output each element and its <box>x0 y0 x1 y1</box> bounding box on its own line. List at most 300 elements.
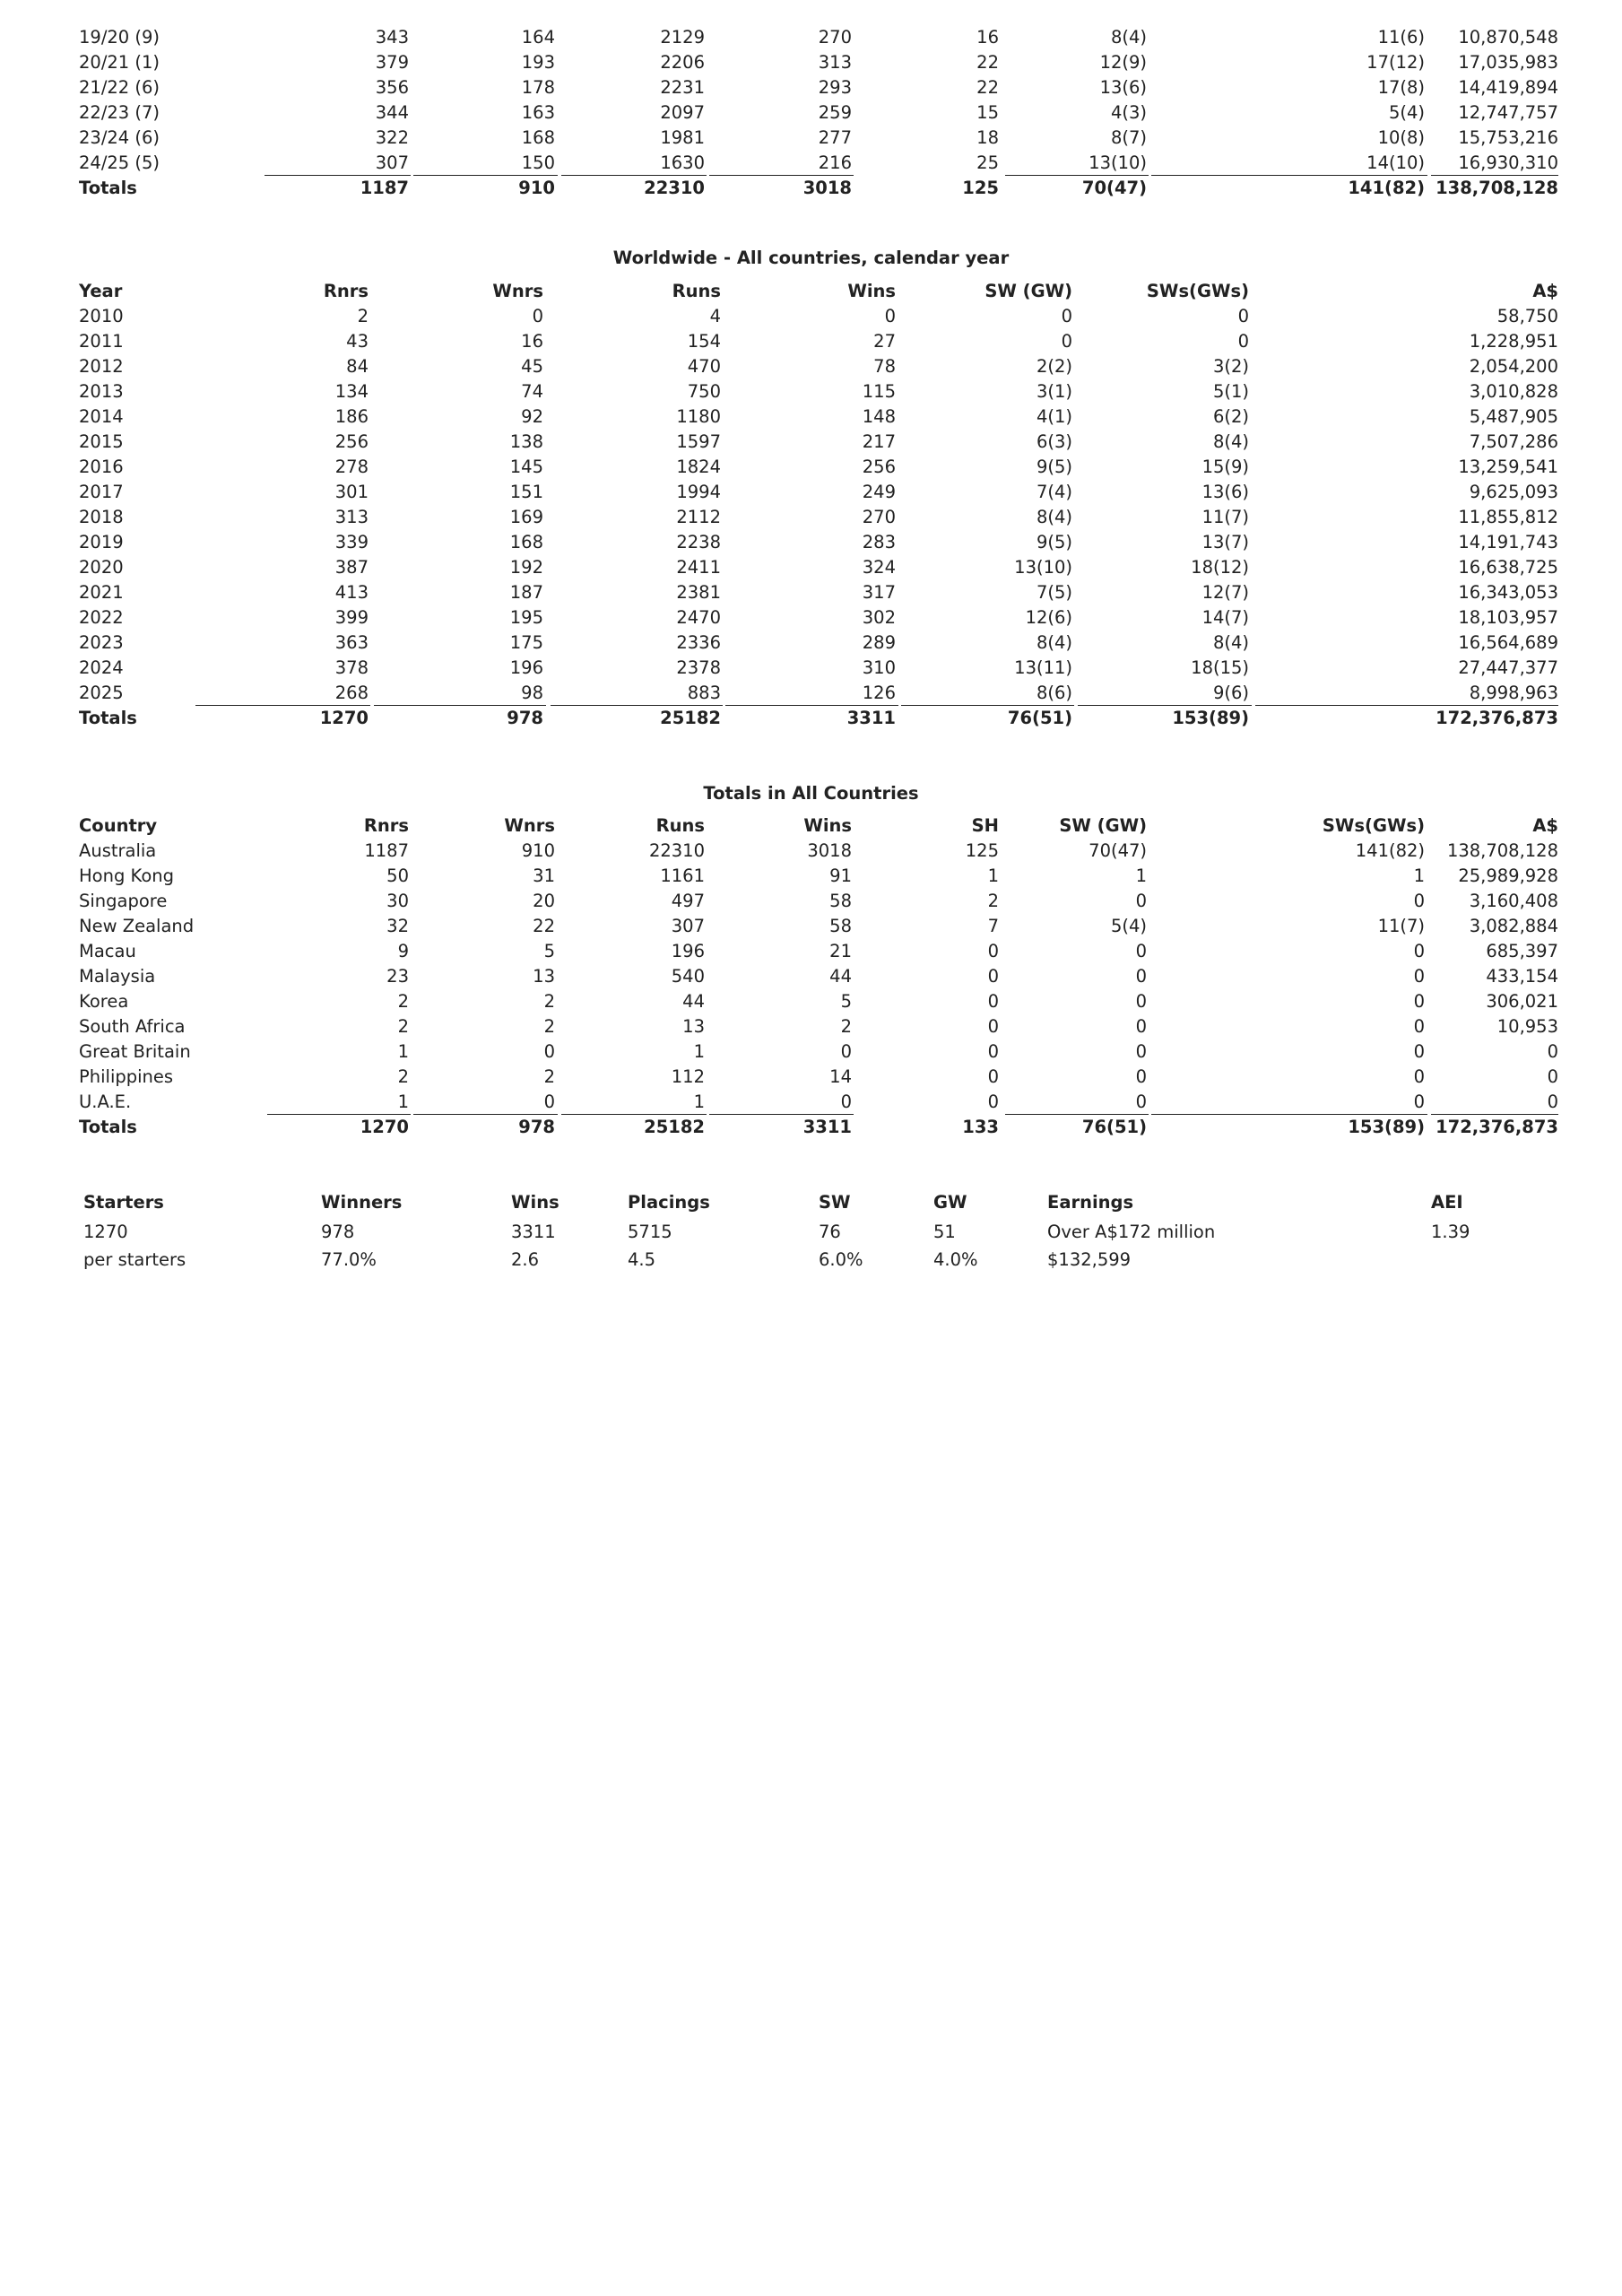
table-cell: 0 <box>987 991 999 1012</box>
table-row <box>79 1014 1558 1039</box>
table-row <box>79 379 1558 404</box>
summary-cell: Over A$172 million <box>1047 1222 1216 1242</box>
table-cell: 2015 <box>79 431 124 452</box>
table-cell: 43 <box>346 331 369 352</box>
table-cell: 7(5) <box>1036 582 1072 603</box>
table-cell: 1 <box>693 1091 705 1112</box>
table-row <box>79 656 1558 681</box>
column-header: SWs(GWs) <box>1322 815 1425 836</box>
table-cell: 15,753,216 <box>1458 127 1558 148</box>
table-cell: 138,708,128 <box>1446 840 1558 861</box>
column-header: Runs <box>672 281 721 301</box>
totals-cell: 76(51) <box>1081 1117 1147 1137</box>
totals-cell: 133 <box>962 1117 999 1137</box>
table-cell: 2018 <box>79 507 124 527</box>
table-cell: 13(6) <box>1099 77 1147 98</box>
table-cell: 0 <box>1413 891 1425 911</box>
table-cell: 0 <box>1135 1066 1147 1087</box>
table-cell: 343 <box>375 27 409 48</box>
table-cell: 10,870,548 <box>1458 27 1558 48</box>
totals-cell: 978 <box>518 1117 555 1137</box>
table-cell: 216 <box>818 152 852 173</box>
table-cell: 685,397 <box>1486 941 1558 961</box>
header-row <box>79 279 1558 304</box>
table-cell: 306,021 <box>1486 991 1558 1012</box>
table-cell: 322 <box>375 127 409 148</box>
table-cell: 0 <box>1135 966 1147 987</box>
table-cell: 278 <box>334 457 369 477</box>
table-cell: 13(7) <box>1201 532 1249 552</box>
column-header: SW (GW) <box>984 281 1072 301</box>
table-cell: 21 <box>829 941 852 961</box>
table-cell: 18(12) <box>1191 557 1249 578</box>
table-cell: 2381 <box>676 582 721 603</box>
table-cell: 2014 <box>79 406 124 427</box>
table-cell: 0 <box>987 1066 999 1087</box>
column-header: SWs(GWs) <box>1146 281 1249 301</box>
table-cell: 270 <box>818 27 852 48</box>
table-row <box>79 605 1558 631</box>
table-cell: 3,082,884 <box>1469 916 1558 936</box>
table-cell: 175 <box>509 632 543 653</box>
table-cell: 2 <box>543 1016 555 1037</box>
table-cell: 10,953 <box>1496 1016 1558 1037</box>
totals-cell: 3311 <box>802 1117 852 1137</box>
summary-cell: 2.6 <box>511 1249 540 1270</box>
table-cell: 16,930,310 <box>1458 152 1558 173</box>
summary-header: Placings <box>628 1192 710 1213</box>
table-cell: 2 <box>397 1016 409 1037</box>
table-cell: 23/24 (6) <box>79 127 160 148</box>
table-cell: 0 <box>1135 1041 1147 1062</box>
table-cell: 0 <box>1061 306 1072 326</box>
table-cell: 1 <box>1413 865 1425 886</box>
totals-cell: 22310 <box>644 178 705 198</box>
table-cell: 23 <box>386 966 409 987</box>
table-cell: New Zealand <box>79 916 195 936</box>
table-cell: 2112 <box>676 507 721 527</box>
table-cell: 0 <box>1413 941 1425 961</box>
column-header: Wnrs <box>504 815 555 836</box>
totals-cell: 141(82) <box>1348 178 1425 198</box>
table-row <box>79 404 1558 430</box>
table-cell: 186 <box>334 406 369 427</box>
table-cell: 0 <box>1135 891 1147 911</box>
table-cell: 11(6) <box>1377 27 1425 48</box>
table-cell: 6(3) <box>1036 431 1072 452</box>
table-cell: 7,507,286 <box>1469 431 1558 452</box>
table-cell: 8(4) <box>1212 431 1249 452</box>
table-row <box>79 1065 1558 1090</box>
totals-cell: 910 <box>518 178 555 198</box>
table-cell: 3018 <box>807 840 852 861</box>
table-row <box>79 329 1558 354</box>
table-row <box>79 1090 1558 1115</box>
table-cell: 2023 <box>79 632 124 653</box>
table-cell: 30 <box>386 891 409 911</box>
table-cell: 324 <box>862 557 896 578</box>
table-cell: 307 <box>671 916 705 936</box>
table-cell: 8,998,963 <box>1469 683 1558 703</box>
column-header: SH <box>971 815 999 836</box>
table-cell: 126 <box>862 683 896 703</box>
table-cell: 0 <box>884 306 896 326</box>
table-cell: 259 <box>818 102 852 123</box>
table-cell: 58 <box>829 891 852 911</box>
table-cell: 0 <box>1547 1066 1558 1087</box>
table-cell: 0 <box>543 1091 555 1112</box>
table-cell: 0 <box>1413 1041 1425 1062</box>
table-cell: 2021 <box>79 582 124 603</box>
table-cell: 1,228,951 <box>1469 331 1558 352</box>
table-row <box>79 50 1558 75</box>
table-cell: 2238 <box>676 532 721 552</box>
table-cell: 470 <box>687 356 721 377</box>
totals-cell: 138,708,128 <box>1436 178 1558 198</box>
table-row <box>79 430 1558 455</box>
table-cell: 13 <box>682 1016 705 1037</box>
table-cell: 277 <box>818 127 852 148</box>
table-cell: 13,259,541 <box>1458 457 1558 477</box>
table-row <box>79 151 1558 176</box>
table-cell: 27,447,377 <box>1458 657 1558 678</box>
table-cell: 14,419,894 <box>1458 77 1558 98</box>
table-cell: 25 <box>976 152 999 173</box>
table-cell: 2206 <box>660 52 705 73</box>
column-header: Wnrs <box>492 281 543 301</box>
table-cell: 25,989,928 <box>1458 865 1558 886</box>
table-cell: 17(8) <box>1377 77 1425 98</box>
table-cell: 169 <box>509 507 543 527</box>
table-row <box>79 681 1558 706</box>
table-cell: 2 <box>397 991 409 1012</box>
table-cell: 7 <box>987 916 999 936</box>
table-cell: 16,564,689 <box>1458 632 1558 653</box>
summary-header: AEI <box>1431 1192 1463 1213</box>
summary-cell: 4.5 <box>628 1249 656 1270</box>
countries-table-title: Totals in All Countries <box>703 783 919 804</box>
table-cell: 11(7) <box>1201 507 1249 527</box>
table-cell: 497 <box>671 891 705 911</box>
table-cell: 5(4) <box>1110 916 1147 936</box>
table-cell: 217 <box>862 431 896 452</box>
table-cell: 31 <box>533 865 555 886</box>
table-cell: 8(4) <box>1212 632 1249 653</box>
table-cell: 164 <box>521 27 555 48</box>
table-cell: 125 <box>965 840 999 861</box>
table-row <box>79 354 1558 379</box>
totals-cell: 172,376,873 <box>1436 708 1558 728</box>
table-cell: 283 <box>862 532 896 552</box>
table-cell: South Africa <box>79 1016 186 1037</box>
table-cell: 344 <box>375 102 409 123</box>
table-cell: 84 <box>346 356 369 377</box>
totals-cell: 1270 <box>360 1117 409 1137</box>
table-row <box>79 1039 1558 1065</box>
table-cell: 0 <box>987 966 999 987</box>
summary-row <box>83 1247 1556 1272</box>
table-cell: 413 <box>334 582 369 603</box>
table-cell: 317 <box>862 582 896 603</box>
table-cell: 2470 <box>676 607 721 628</box>
table-cell: 302 <box>862 607 896 628</box>
table-cell: 5 <box>543 941 555 961</box>
table-cell: 9(6) <box>1212 683 1249 703</box>
table-cell: 293 <box>818 77 852 98</box>
table-cell: Hong Kong <box>79 865 175 886</box>
table-cell: 2 <box>543 991 555 1012</box>
table-cell: 4 <box>709 306 721 326</box>
table-cell: 1981 <box>660 127 705 148</box>
table-cell: 13 <box>533 966 555 987</box>
table-cell: 1 <box>693 1041 705 1062</box>
table-cell: 339 <box>334 532 369 552</box>
table-row <box>79 889 1558 914</box>
table-cell: 16 <box>521 331 543 352</box>
table-cell: 9(5) <box>1036 457 1072 477</box>
summary-row <box>83 1219 1556 1244</box>
table-cell: 313 <box>334 507 369 527</box>
table-cell: 14(7) <box>1201 607 1249 628</box>
table-cell: 363 <box>334 632 369 653</box>
table-cell: U.A.E. <box>79 1091 132 1112</box>
table-cell: 387 <box>334 557 369 578</box>
summary-cell: 6.0% <box>819 1249 863 1270</box>
table-row <box>79 100 1558 126</box>
table-cell: 11,855,812 <box>1458 507 1558 527</box>
table-cell: 16,638,725 <box>1458 557 1558 578</box>
worldwide-table-title: Worldwide - All countries, calendar year <box>612 248 1010 268</box>
table-cell: 115 <box>862 381 896 402</box>
table-cell: 91 <box>829 865 852 886</box>
table-cell: Singapore <box>79 891 168 911</box>
totals-cell: 153(89) <box>1172 708 1249 728</box>
table-cell: 192 <box>509 557 543 578</box>
table-row <box>79 505 1558 530</box>
table-cell: 17(12) <box>1366 52 1425 73</box>
summary-header: Winners <box>321 1192 403 1213</box>
table-cell: 6(2) <box>1212 406 1249 427</box>
table-cell: 0 <box>1413 966 1425 987</box>
summary-cell: per starters <box>83 1249 186 1270</box>
table-cell: 8(7) <box>1110 127 1147 148</box>
table-cell: 1 <box>397 1041 409 1062</box>
table-cell: 138 <box>509 431 543 452</box>
summary-cell: 1270 <box>83 1222 128 1242</box>
table-cell: 141(82) <box>1355 840 1425 861</box>
table-cell: 2378 <box>676 657 721 678</box>
table-cell: 168 <box>509 532 543 552</box>
totals-cell: 1270 <box>319 708 369 728</box>
table-cell: 1180 <box>676 406 721 427</box>
table-cell: Philippines <box>79 1066 174 1087</box>
table-cell: 8(4) <box>1036 632 1072 653</box>
table-cell: 1994 <box>676 482 721 502</box>
table-cell: 2024 <box>79 657 124 678</box>
table-cell: 268 <box>334 683 369 703</box>
table-row <box>79 304 1558 329</box>
table-cell: 540 <box>671 966 705 987</box>
table-cell: 1 <box>397 1091 409 1112</box>
table-cell: 1161 <box>660 865 705 886</box>
table-cell: 5(1) <box>1212 381 1249 402</box>
summary-cell: $132,599 <box>1047 1249 1132 1270</box>
table-row <box>79 25 1558 50</box>
table-cell: 378 <box>334 657 369 678</box>
table-cell: 27 <box>873 331 896 352</box>
table-cell: 12(9) <box>1099 52 1147 73</box>
table-cell: 379 <box>375 52 409 73</box>
table-cell: 256 <box>334 431 369 452</box>
table-cell: 289 <box>862 632 896 653</box>
table-cell: 148 <box>862 406 896 427</box>
table-cell: 2010 <box>79 306 124 326</box>
table-cell: 2012 <box>79 356 124 377</box>
table-cell: 3,160,408 <box>1469 891 1558 911</box>
table-cell: 13(10) <box>1014 557 1072 578</box>
table-cell: 11(7) <box>1377 916 1425 936</box>
table-cell: 301 <box>334 482 369 502</box>
table-cell: 0 <box>1413 991 1425 1012</box>
table-cell: 22 <box>533 916 555 936</box>
table-cell: 0 <box>1135 1016 1147 1037</box>
table-cell: 163 <box>521 102 555 123</box>
table-cell: 0 <box>1547 1041 1558 1062</box>
column-header: SW (GW) <box>1059 815 1147 836</box>
table-cell: 433,154 <box>1486 966 1558 987</box>
table-cell: 0 <box>1061 331 1072 352</box>
table-cell: 0 <box>532 306 543 326</box>
table-cell: 1187 <box>364 840 409 861</box>
table-cell: 44 <box>682 991 705 1012</box>
table-row <box>79 631 1558 656</box>
table-cell: 399 <box>334 607 369 628</box>
table-cell: 18(15) <box>1191 657 1249 678</box>
table-cell: 0 <box>1413 1091 1425 1112</box>
table-cell: 270 <box>862 507 896 527</box>
totals-cell: 172,376,873 <box>1436 1117 1558 1137</box>
table-row <box>79 480 1558 505</box>
totals-row <box>79 176 1558 201</box>
table-cell: 5,487,905 <box>1469 406 1558 427</box>
table-row <box>79 530 1558 555</box>
table-cell: 310 <box>862 657 896 678</box>
table-cell: 750 <box>687 381 721 402</box>
summary-header: Earnings <box>1047 1192 1134 1213</box>
table-cell: 249 <box>862 482 896 502</box>
table-cell: 151 <box>509 482 543 502</box>
table-cell: Macau <box>79 941 136 961</box>
table-cell: 70(47) <box>1089 840 1147 861</box>
table-cell: 0 <box>543 1041 555 1062</box>
table-cell: 18,103,957 <box>1458 607 1558 628</box>
table-cell: 0 <box>1413 1066 1425 1087</box>
column-header: Runs <box>655 815 705 836</box>
table-cell: 178 <box>521 77 555 98</box>
table-cell: 13(6) <box>1201 482 1249 502</box>
table-cell: 2019 <box>79 532 124 552</box>
table-cell: 1597 <box>676 431 721 452</box>
totals-cell: Totals <box>79 178 137 198</box>
column-header: Rnrs <box>363 815 409 836</box>
table-row <box>79 580 1558 605</box>
table-cell: 14,191,743 <box>1458 532 1558 552</box>
table-cell: 17,035,983 <box>1458 52 1558 73</box>
summary-cell: 4.0% <box>933 1249 978 1270</box>
table-cell: 150 <box>521 152 555 173</box>
table-cell: 256 <box>862 457 896 477</box>
table-cell: 187 <box>509 582 543 603</box>
table-cell: 3(1) <box>1036 381 1072 402</box>
table-row <box>79 126 1558 151</box>
table-cell: 2,054,200 <box>1469 356 1558 377</box>
table-cell: 78 <box>873 356 896 377</box>
table-cell: 2013 <box>79 381 124 402</box>
table-cell: 307 <box>375 152 409 173</box>
table-cell: 20 <box>533 891 555 911</box>
table-cell: 5(4) <box>1388 102 1425 123</box>
column-header: A$ <box>1532 281 1558 301</box>
summary-cell: 3311 <box>511 1222 556 1242</box>
summary-cell: 1.39 <box>1431 1222 1470 1242</box>
summary-cell: 978 <box>321 1222 355 1242</box>
table-cell: 32 <box>386 916 409 936</box>
summary-cell: 76 <box>819 1222 841 1242</box>
column-header: Wins <box>803 815 852 836</box>
table-cell: 9 <box>397 941 409 961</box>
table-cell: 195 <box>509 607 543 628</box>
totals-cell: Totals <box>79 1117 137 1137</box>
table-cell: 58 <box>829 916 852 936</box>
table-row <box>79 75 1558 100</box>
table-cell: 9,625,093 <box>1469 482 1558 502</box>
table-cell: 15 <box>976 102 999 123</box>
table-cell: 19/20 (9) <box>79 27 160 48</box>
column-header: A$ <box>1532 815 1558 836</box>
table-cell: 2 <box>840 1016 852 1037</box>
totals-cell: 125 <box>962 178 999 198</box>
table-cell: 0 <box>987 1041 999 1062</box>
summary-header: Wins <box>511 1192 559 1213</box>
table-cell: 2 <box>357 306 369 326</box>
totals-cell: 25182 <box>644 1117 705 1137</box>
table-cell: 145 <box>509 457 543 477</box>
table-cell: 16 <box>976 27 999 48</box>
table-cell: 15(9) <box>1201 457 1249 477</box>
table-cell: 58,750 <box>1496 306 1558 326</box>
table-cell: 0 <box>1547 1091 1558 1112</box>
summary-header-row <box>83 1189 1556 1214</box>
table-row <box>79 914 1558 939</box>
column-header: Wins <box>847 281 896 301</box>
table-cell: Great Britain <box>79 1041 191 1062</box>
table-cell: 134 <box>334 381 369 402</box>
table-cell: 0 <box>1135 991 1147 1012</box>
table-cell: 0 <box>987 1091 999 1112</box>
table-cell: 1630 <box>660 152 705 173</box>
table-cell: 7(4) <box>1036 482 1072 502</box>
table-cell: 0 <box>840 1091 852 1112</box>
table-row <box>79 964 1558 989</box>
totals-cell: 3311 <box>846 708 896 728</box>
table-cell: 50 <box>386 865 409 886</box>
table-cell: 0 <box>1135 1091 1147 1112</box>
table-cell: 0 <box>1237 331 1249 352</box>
table-row <box>79 864 1558 889</box>
table-cell: 45 <box>521 356 543 377</box>
table-cell: 196 <box>671 941 705 961</box>
table-cell: 1 <box>987 865 999 886</box>
